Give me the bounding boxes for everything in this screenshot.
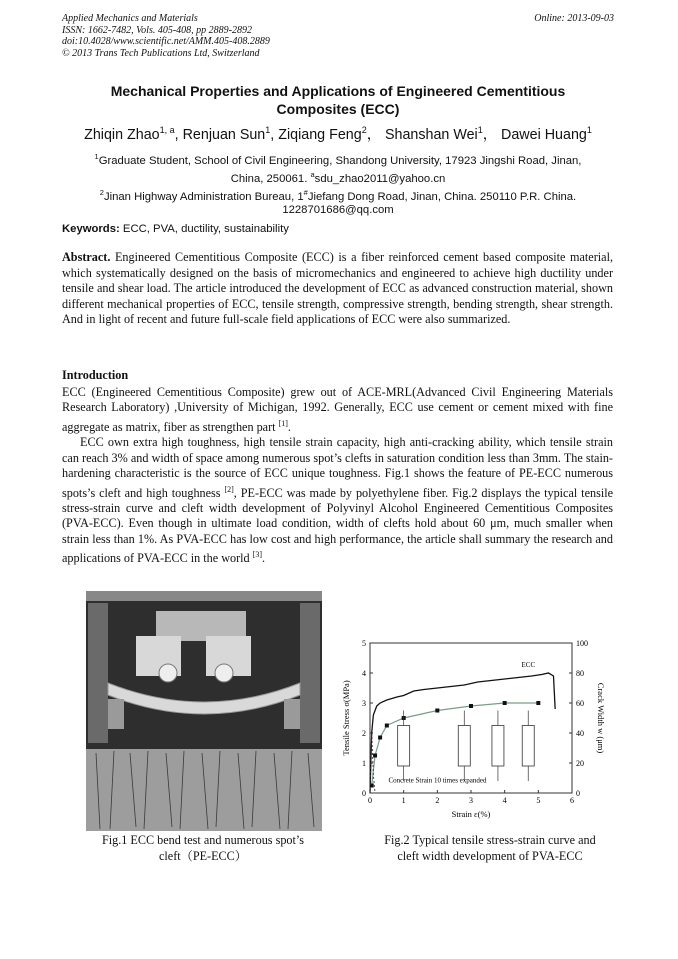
fig1-caption bbox=[78, 832, 328, 864]
fig2-caption bbox=[370, 832, 610, 864]
annotation-ecc: ECC bbox=[521, 661, 536, 669]
crack-closeup bbox=[86, 749, 322, 831]
x-tick-label: 3 bbox=[469, 796, 473, 805]
author-sep: , bbox=[174, 127, 183, 143]
box-plot bbox=[492, 726, 504, 767]
x-tick-label: 0 bbox=[368, 796, 372, 805]
abstract-text: Engineered Cementitious Composite (ECC) is a fiber reinforced cement based composite material, which systematically designed on the basis of micromechanics and engineered to achieve high ductility under tensile and shear load. The article introduced the development of ECC as advanced construction material, shown different mechanical properties of ECC, tensile strength, compressive strength, bending strength, shear strength. And in light of recent and future full-scale field applications of ECC were also summarized. bbox=[62, 250, 613, 326]
y-tick-label: 1 bbox=[362, 759, 366, 768]
x-tick-label: 5 bbox=[536, 796, 541, 805]
keywords-label: Keywords: bbox=[62, 223, 120, 235]
rig-right-column bbox=[300, 603, 320, 743]
left-pin bbox=[159, 664, 177, 682]
keywords bbox=[62, 223, 289, 235]
para-text: ECC (Engineered Cementitious Composite) grew out of ACE-MRL(Advanced Civil Engineering Materials Research Laboratory) ,University of Michigan, 1992. Generally, ECC use cement or cement mixed with fine aggregate as matrix, fiber as strengthen part bbox=[62, 385, 613, 434]
affiliation-1-line-2 bbox=[62, 168, 614, 186]
affiliation-2-email[interactable]: 1228701686@qq.com bbox=[282, 204, 394, 217]
crack-width-point bbox=[385, 724, 389, 728]
caption-line: Fig.1 ECC bend test and numerous spot’s bbox=[101, 833, 305, 847]
crack-width-point bbox=[435, 709, 439, 713]
rig-left-column bbox=[88, 603, 108, 743]
title-line-1: Mechanical Properties and Applications of Engineered Cementitious bbox=[110, 83, 566, 99]
caption-line: cleft（PE-ECC） bbox=[158, 849, 247, 863]
y-axis-label: Tensile Stress σ(MPa) bbox=[341, 680, 351, 756]
x-tick-label: 6 bbox=[570, 796, 574, 805]
author-sep: , bbox=[270, 127, 279, 143]
plot-frame bbox=[370, 643, 572, 793]
author-name: Renjuan Sun bbox=[182, 127, 266, 143]
y2-tick-label: 60 bbox=[576, 699, 584, 708]
abstract-label: Abstract. bbox=[62, 250, 111, 264]
annotation-concrete: Concrete Strain 10 times expanded bbox=[388, 776, 487, 785]
online-date: Online: 2013-09-03 bbox=[534, 13, 614, 24]
paper-title bbox=[62, 82, 614, 118]
author-name: Ziqiang Feng bbox=[278, 127, 362, 143]
box-plot bbox=[522, 726, 534, 767]
crack-width-point bbox=[378, 736, 382, 740]
affiliations bbox=[62, 150, 614, 217]
author-name: Zhiqin Zhao bbox=[84, 127, 160, 143]
fig2-chart bbox=[340, 633, 612, 823]
x-tick-label: 1 bbox=[401, 796, 406, 805]
author-sup: 1 bbox=[265, 125, 271, 136]
y2-axis-label: Crack Width w (μm) bbox=[596, 682, 606, 754]
affiliation-2 bbox=[62, 186, 614, 204]
caption-line: Fig.2 Typical tensile stress-strain curve and bbox=[384, 833, 596, 847]
right-pin bbox=[215, 664, 233, 682]
abstract bbox=[62, 250, 613, 328]
author-sup: 2 bbox=[361, 125, 367, 136]
right-support bbox=[284, 699, 300, 729]
citation-ref: [2] bbox=[224, 484, 234, 494]
y2-tick-label: 100 bbox=[576, 639, 588, 648]
affil-hash: # bbox=[303, 187, 308, 197]
email-sup: a bbox=[310, 169, 315, 179]
intro-paragraph-1: ECC (Engineered Cementitious Composite) grew out of ACE-MRL(Advanced Civil Engineering Materials Research Laboratory) ,University of Michigan, 1992. Generally, ECC use cement or cement mixed with fine aggregate as matrix, fiber as strengthen part [1]. bbox=[62, 385, 613, 434]
para-text: ECC own extra high toughness, high tensile strain capacity, high anti-cracking ability, which tensile strain can reach 3% and width of space among numerous spot’s clefts in saturation condition less than 3mm. The stain-hardening characteristic is the source of ECC unique toughness. Fig.1 shows the feature of PE-ECC numerous spots’s cleft and high toughness bbox=[62, 435, 613, 500]
left-support bbox=[108, 699, 124, 729]
y-tick-label: 0 bbox=[362, 789, 366, 798]
email-link[interactable]: sdu_zhao2011@yahoo.cn bbox=[314, 172, 446, 185]
y2-tick-label: 40 bbox=[576, 729, 584, 738]
author-name: Dawei Huang bbox=[501, 127, 587, 143]
author-sep: ， bbox=[482, 127, 498, 143]
crack-width-point bbox=[503, 701, 507, 705]
y-tick-label: 4 bbox=[362, 669, 366, 678]
author-sup: 1, a bbox=[159, 125, 175, 136]
stress-strain-chart bbox=[340, 633, 612, 823]
affil-text: Jiefang Dong Road, Jinan, China. 250110 P.R. China. bbox=[307, 190, 577, 203]
intro-paragraph-2: ECC own extra high toughness, high tensile strain capacity, high anti-cracking ability, which tensile strain can reach 3% and width of space among numerous spot’s clefts in saturation condition less than 3mm. The stain-hardening characteristic is the source of ECC unique toughness. Fig.1 shows the feature of PE-ECC numerous spots’s cleft and high toughness [2], PE-ECC was made by polyethylene fiber. Fig.2 displays the typical tensile stress-strain curve and cleft width development of Polyvinyl Alcohol Engineered Cementitious Composites (PVA-ECC). Even though in ultimate load condition, width of clefts hold about 60 μm, much smaller when strain less than 1%. As PVA-ECC has low cost and high performance, the article shall summary the research and applications of PVA-ECC in the world [3]. bbox=[62, 435, 613, 566]
y-tick-label: 2 bbox=[362, 729, 366, 738]
journal-name: Applied Mechanics and Materials bbox=[62, 13, 198, 24]
affil-text: Graduate Student, School of Civil Engineering, Shandong University, 17923 Jingshi Road, Jinan, bbox=[98, 154, 582, 167]
y2-tick-label: 80 bbox=[576, 669, 584, 678]
x-tick-label: 4 bbox=[502, 796, 507, 805]
box-plot bbox=[458, 726, 470, 767]
caption-line: cleft width development of PVA-ECC bbox=[397, 849, 583, 863]
affil-text: China, 250061. bbox=[230, 172, 311, 185]
y2-tick-label: 20 bbox=[576, 759, 584, 768]
doi-line: doi:10.4028/www.scientific.net/AMM.405-408.2889 bbox=[62, 36, 270, 47]
author-list bbox=[62, 124, 614, 144]
series-line bbox=[372, 703, 539, 786]
author-sep: ， bbox=[366, 127, 381, 143]
affiliation-1 bbox=[62, 150, 614, 168]
affil-text: Jinan Highway Administration Bureau, 1 bbox=[103, 190, 304, 203]
box-plot bbox=[398, 726, 410, 767]
keywords-text: ECC, PVA, ductility, sustainability bbox=[122, 223, 289, 235]
affil-sup: 2 bbox=[99, 187, 104, 197]
issn-line: ISSN: 1662-7482, Vols. 405-408, pp 2889-2892 bbox=[62, 24, 252, 36]
x-tick-label: 2 bbox=[435, 796, 440, 805]
fig1-photo bbox=[86, 591, 322, 831]
x-axis-label: Strain ε(%) bbox=[451, 809, 491, 819]
rig-top-plate bbox=[86, 591, 322, 601]
para-text: , PE-ECC was made by polyethylene fiber. Fig.2 displays the typical tensile stress-strain curve and cleft width development of Polyvinyl Alcohol Engineered Cementitious Composites (PVA-ECC). Even though in ultimate load condition, width of clefts hold about 60 μm, much smaller when strain less than 1%. As PVA-ECC has low cost and high performance, the article shall summary the research and applications of PVA-ECC in the world bbox=[62, 485, 613, 566]
y-tick-label: 3 bbox=[362, 699, 366, 708]
author-name: Shanshan Wei bbox=[384, 127, 478, 143]
title-line-2: Composites (ECC) bbox=[276, 101, 400, 117]
journal-header bbox=[62, 13, 614, 59]
y2-tick-label: 0 bbox=[576, 789, 580, 798]
crack-width-point bbox=[536, 701, 540, 705]
intro-body bbox=[62, 385, 613, 567]
copyright-line: © 2013 Trans Tech Publications Ltd, Switzerland bbox=[62, 47, 260, 59]
author-sup: 1 bbox=[477, 125, 483, 136]
bend-test-illustration bbox=[86, 591, 322, 831]
intro-heading: Introduction bbox=[62, 368, 129, 382]
citation-ref: [3] bbox=[252, 550, 263, 560]
citation-ref: [1] bbox=[278, 418, 288, 428]
author-sup: 1 bbox=[586, 125, 592, 136]
y-tick-label: 5 bbox=[362, 639, 366, 648]
crack-width-point bbox=[469, 704, 473, 708]
affil-sup: 1 bbox=[94, 152, 99, 161]
crack-width-point bbox=[373, 754, 377, 758]
